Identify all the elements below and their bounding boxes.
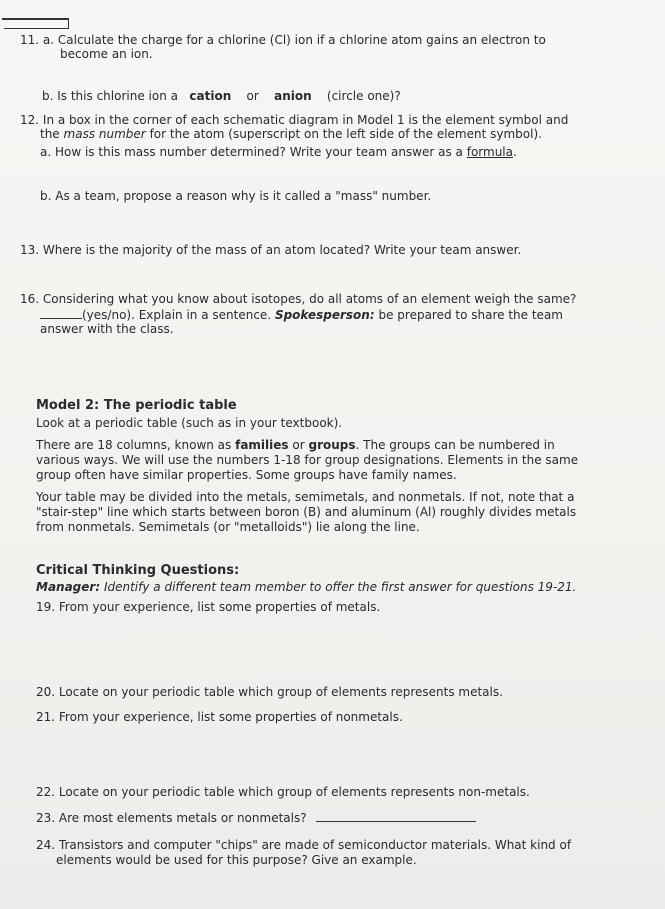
- q12a-formula-word: formula: [466, 145, 513, 159]
- q23: [36, 810, 476, 826]
- model2-p1-line3: group often have similar properties. Some groups have family names.: [36, 468, 457, 482]
- q11a-line2: become an ion.: [60, 47, 153, 61]
- model2-title: Model 2: The periodic table: [36, 398, 237, 413]
- q16-answer-blank[interactable]: [40, 307, 82, 319]
- term-groups: groups: [308, 438, 356, 452]
- option-anion[interactable]: anion: [274, 89, 312, 103]
- q12-line2-pre: the: [40, 127, 60, 141]
- q11a-line1: 11. a. Calculate the charge for a chlorine (Cl) ion if a chlorine atom gains an electron to: [20, 33, 546, 47]
- q12b: b. As a team, propose a reason why is it called a "mass" number.: [40, 189, 432, 203]
- model2-p1-line1: [36, 438, 555, 453]
- q12-line2-post: for the atom (superscript on the left side of the element symbol).: [149, 127, 542, 141]
- q16-spokesperson-label: Spokesperson:: [274, 308, 375, 322]
- q11b: [42, 89, 401, 104]
- ctq-manager-label: Manager:: [36, 580, 101, 594]
- q13: 13. Where is the majority of the mass of an atom located? Write your team answer.: [20, 243, 522, 257]
- q12-line2: [40, 127, 542, 142]
- q11b-prefix: b. Is this chlorine ion a: [42, 89, 178, 103]
- q12a: [40, 145, 517, 160]
- q16-line3: answer with the class.: [40, 322, 174, 336]
- model2-p1-pre: There are 18 columns, known as: [36, 438, 232, 452]
- model2-p2-line2: "stair-step" line which starts between boron (B) and aluminum (Al) roughly divides metals: [36, 505, 577, 519]
- q12a-end: .: [513, 145, 517, 159]
- q16-line2-text: (yes/no). Explain in a sentence.: [82, 308, 272, 322]
- term-families: families: [235, 438, 289, 452]
- q12-mass-number-term: mass number: [63, 127, 146, 141]
- q24-line2: elements would be used for this purpose? Give an example.: [56, 853, 417, 867]
- q16-line2-tail: be prepared to share the team: [378, 308, 563, 322]
- model2-intro: Look at a periodic table (such as in your textbook).: [36, 416, 343, 430]
- q23-answer-blank[interactable]: [316, 810, 476, 822]
- q22: 22. Locate on your periodic table which group of elements represents non-metals.: [36, 785, 530, 799]
- q23-text: 23. Are most elements metals or nonmetals?: [36, 811, 307, 825]
- model2-p2-line1: Your table may be divided into the metals, semimetals, and nonmetals. If not, note that a: [36, 490, 575, 504]
- q24-line1: 24. Transistors and computer "chips" are made of semiconductor materials. What kind of: [36, 838, 572, 852]
- ctq-manager: [36, 580, 576, 595]
- q20: 20. Locate on your periodic table which group of elements represents metals.: [36, 685, 503, 699]
- model2-p2-line3: from nonmetals. Semimetals (or "metalloids") lie along the line.: [36, 520, 420, 534]
- q12-line1: 12. In a box in the corner of each schematic diagram in Model 1 is the element symbol and: [20, 113, 569, 127]
- model2-p1-or: or: [292, 438, 305, 452]
- q19: 19. From your experience, list some properties of metals.: [36, 600, 381, 614]
- q16-line1: 16. Considering what you know about isotopes, do all atoms of an element weigh the same?: [20, 292, 577, 306]
- option-cation[interactable]: cation: [189, 89, 232, 103]
- q11b-suffix: (circle one)?: [326, 89, 401, 103]
- answer-box-mark: [4, 18, 69, 29]
- q12a-text: a. How is this mass number determined? Write your team answer as a: [40, 145, 463, 159]
- model2-p1-post: . The groups can be numbered in: [355, 438, 555, 452]
- q16-line2: [40, 307, 563, 323]
- q21: 21. From your experience, list some properties of nonmetals.: [36, 710, 403, 724]
- q11b-or: or: [246, 89, 259, 103]
- ctq-title: Critical Thinking Questions:: [36, 563, 240, 578]
- model2-p1-line2: various ways. We will use the numbers 1-18 for group designations. Elements in the same: [36, 453, 579, 467]
- ctq-manager-text: Identify a different team member to offer the first answer for questions 19-21.: [103, 580, 577, 594]
